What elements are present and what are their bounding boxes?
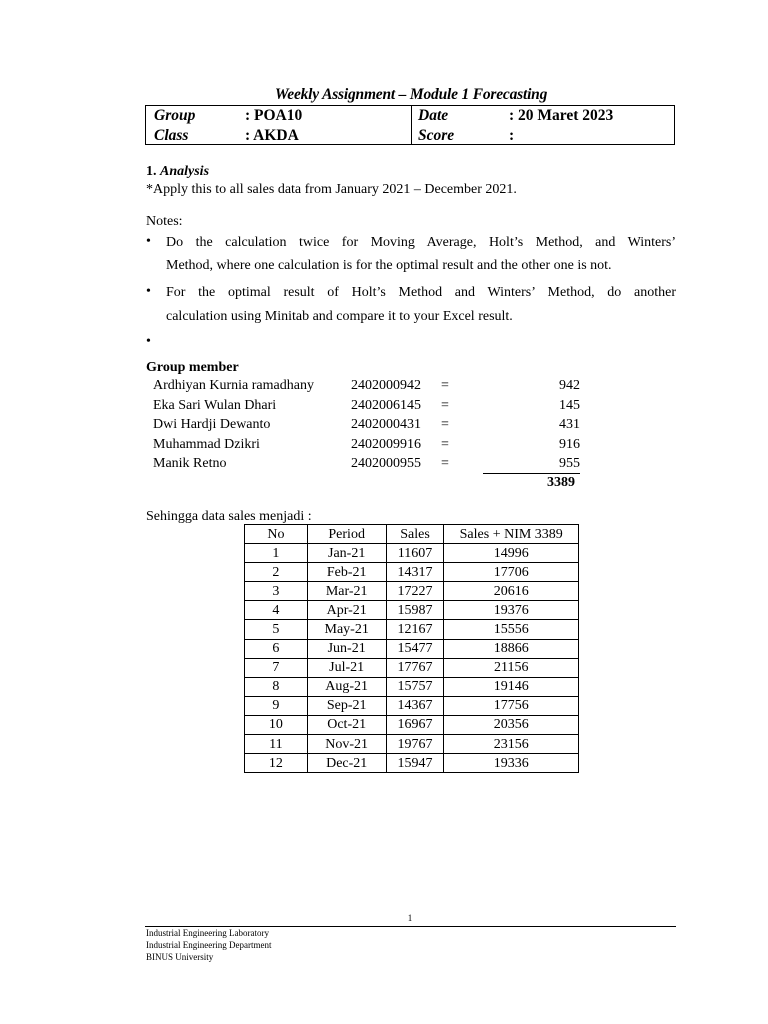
cell-sales: 15757 <box>386 677 444 696</box>
class-label: Class <box>154 127 189 144</box>
bullet-2-line-2: calculation using Minitab and compare it to your Excel result. <box>166 309 513 324</box>
member-value: 942 <box>559 378 580 393</box>
cell-no: 11 <box>245 735 308 754</box>
section-title: Analysis <box>160 164 210 179</box>
member-value: 955 <box>559 456 580 471</box>
cell-no: 3 <box>245 582 308 601</box>
table-row <box>245 563 579 582</box>
date-value: : 20 Maret 2023 <box>509 107 614 124</box>
bullet-1-line-1: Do the calculation twice for Moving Average, Holt’s Method, and Winters’ <box>166 235 676 250</box>
table-header-row <box>245 525 579 544</box>
col-header-sales: Sales <box>386 525 444 544</box>
section-heading <box>146 163 209 181</box>
footer-line-1: Industrial Engineering Laboratory <box>146 928 269 938</box>
member-name: Ardhiyan Kurnia ramadhany <box>153 378 314 393</box>
cell-sales-nim: 17756 <box>444 696 579 715</box>
table-row <box>245 696 579 715</box>
member-name: Manik Retno <box>153 456 227 471</box>
cell-sales-nim: 20616 <box>444 582 579 601</box>
cell-sales: 17767 <box>386 658 444 677</box>
cell-sales-nim: 20356 <box>444 715 579 734</box>
cell-period: Feb-21 <box>307 563 386 582</box>
cell-sales-nim: 19376 <box>444 601 579 620</box>
page-number: 1 <box>407 913 413 923</box>
group-member-heading: Group member <box>146 360 239 375</box>
member-nim: 2402006145 <box>351 397 421 413</box>
cell-sales-nim: 19146 <box>444 677 579 696</box>
member-equals: = <box>441 397 449 413</box>
score-value: : <box>509 127 515 144</box>
bullet-dot-empty: • <box>146 334 151 349</box>
table-row <box>245 754 579 773</box>
cell-sales: 15477 <box>386 639 444 658</box>
member-value: 916 <box>559 436 580 452</box>
cell-no: 4 <box>245 601 308 620</box>
cell-no: 9 <box>245 696 308 715</box>
bullet-dot: • <box>146 284 151 299</box>
member-name: Muhammad Dzikri <box>153 436 260 452</box>
score-label: Score <box>418 127 455 144</box>
footer-line-2: Industrial Engineering Department <box>146 940 272 950</box>
date-label: Date <box>418 107 449 124</box>
section-number: 1. <box>146 164 157 179</box>
cell-sales: 14367 <box>386 696 444 715</box>
header-info-box <box>145 105 675 145</box>
cell-period: Mar-21 <box>307 582 386 601</box>
member-row <box>153 437 580 457</box>
col-header-period: Period <box>307 525 386 544</box>
cell-period: May-21 <box>307 620 386 639</box>
member-equals: = <box>441 417 449 432</box>
table-row <box>245 544 579 563</box>
member-value: 431 <box>559 417 580 432</box>
table-row <box>245 620 579 639</box>
table-row <box>245 677 579 696</box>
cell-sales-nim: 19336 <box>444 754 579 773</box>
cell-sales-nim: 23156 <box>444 735 579 754</box>
col-header-sales-nim: Sales + NIM 3389 <box>444 525 579 544</box>
class-value: : AKDA <box>245 127 299 144</box>
table-row <box>245 735 579 754</box>
cell-sales: 12167 <box>386 620 444 639</box>
cell-sales-nim: 17706 <box>444 563 579 582</box>
cell-sales: 16967 <box>386 715 444 734</box>
member-row <box>153 378 580 398</box>
member-nim: 2402000955 <box>351 456 421 471</box>
cell-period: Aug-21 <box>307 677 386 696</box>
sales-table <box>244 524 579 773</box>
member-equals: = <box>441 456 449 471</box>
cell-period: Nov-21 <box>307 735 386 754</box>
document-title: Weekly Assignment – Module 1 Forecasting <box>274 86 548 103</box>
group-label: Group <box>154 107 196 124</box>
bullet-1-line-2: Method, where one calculation is for the optimal result and the other one is not. <box>166 258 612 273</box>
col-header-no: No <box>245 525 308 544</box>
member-name: Dwi Hardji Dewanto <box>153 417 271 432</box>
member-total: 3389 <box>547 475 575 490</box>
bullet-dot: • <box>146 234 151 249</box>
notes-label: Notes: <box>146 214 183 229</box>
cell-sales-nim: 14996 <box>444 544 579 563</box>
member-nim: 2402009916 <box>351 436 421 452</box>
cell-no: 12 <box>245 754 308 773</box>
cell-no: 8 <box>245 677 308 696</box>
table-row <box>245 582 579 601</box>
header-divider <box>411 106 412 144</box>
cell-period: Jun-21 <box>307 639 386 658</box>
cell-period: Jul-21 <box>307 658 386 677</box>
cell-no: 2 <box>245 563 308 582</box>
cell-period: Jan-21 <box>307 544 386 563</box>
member-value: 145 <box>559 397 580 413</box>
cell-sales: 17227 <box>386 582 444 601</box>
member-equals: = <box>441 378 449 393</box>
cell-no: 1 <box>245 544 308 563</box>
member-name: Eka Sari Wulan Dhari <box>153 397 277 413</box>
apply-note: *Apply this to all sales data from January 2021 – December 2021. <box>146 182 517 197</box>
footer-line-3: BINUS University <box>146 952 214 962</box>
cell-no: 6 <box>245 639 308 658</box>
cell-sales: 11607 <box>386 544 444 563</box>
member-row <box>153 398 580 418</box>
sales-intro: Sehingga data sales menjadi : <box>146 509 312 524</box>
member-equals: = <box>441 436 449 452</box>
bullet-2-line-1: For the optimal result of Holt’s Method and Winters’ Method, do another <box>166 285 676 300</box>
table-row <box>245 658 579 677</box>
cell-no: 10 <box>245 715 308 734</box>
cell-no: 7 <box>245 658 308 677</box>
member-row <box>153 417 580 437</box>
cell-period: Sep-21 <box>307 696 386 715</box>
cell-sales: 14317 <box>386 563 444 582</box>
group-value: : POA10 <box>245 107 303 124</box>
cell-sales-nim: 21156 <box>444 658 579 677</box>
table-row <box>245 639 579 658</box>
member-nim: 2402000942 <box>351 378 421 393</box>
table-row <box>245 601 579 620</box>
cell-period: Dec-21 <box>307 754 386 773</box>
cell-no: 5 <box>245 620 308 639</box>
table-row <box>245 715 579 734</box>
cell-sales: 15987 <box>386 601 444 620</box>
cell-sales-nim: 18866 <box>444 639 579 658</box>
cell-period: Oct-21 <box>307 715 386 734</box>
cell-sales: 15947 <box>386 754 444 773</box>
cell-sales-nim: 15556 <box>444 620 579 639</box>
cell-sales: 19767 <box>386 735 444 754</box>
member-nim: 2402000431 <box>351 417 421 432</box>
cell-period: Apr-21 <box>307 601 386 620</box>
